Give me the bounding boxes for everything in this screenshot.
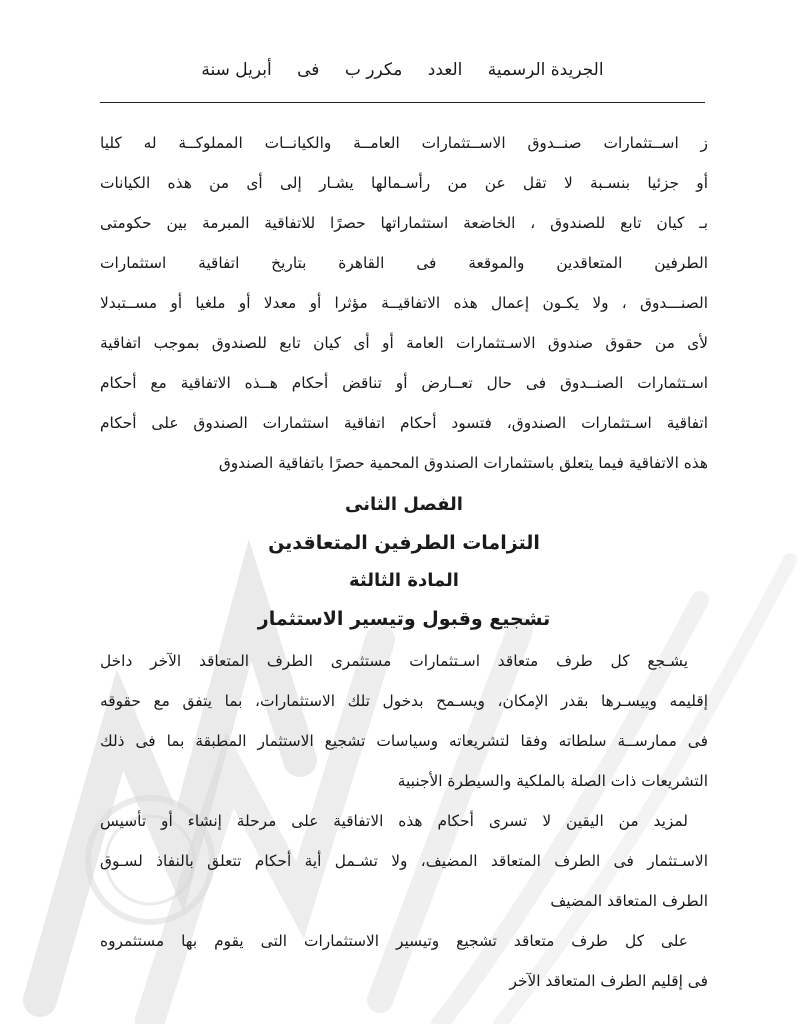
text-line: اسـتثمارات الصنــدوق فى حال تعــارض أو تناقض أحكام هــذه الاتفاقية مع أحكام [100, 374, 708, 392]
on-label: فى [297, 60, 320, 80]
gazette-name: الجريدة الرسمية [487, 60, 604, 80]
text-line: إقليمه وييسـرها بقدر الإمكان، ويسـمح بدخول تلك الاستثمارات، بما يتفق مع حقوقه [100, 692, 708, 710]
text-line: على كل طرف متعاقد تشجيع وتيسير الاستثمارات التى يقوم بها مستثمروه [100, 932, 688, 950]
text-line: لمزيد من اليقين لا تسرى أحكام هذه الاتفاقية على مرحلة إنشاء أو تأسيس [100, 812, 688, 830]
text-line: أو جزئيا بنسـبة لا تقل عن من رأسـمالها يشـار إلى أى من هذه الكيانات [100, 174, 708, 192]
text-line: فى إقليم الطرف المتعاقد الآخر [509, 972, 708, 990]
text-line: بـ كيان تابع للصندوق ، الخاضعة استثماراتها حصرًا للاتفاقية المبرمة بين حكومتى [100, 214, 708, 232]
clause-facilitate [100, 925, 708, 1005]
text-line: الطرفين المتعاقدين والموقعة فى القاهرة بتاريخ اتفاقية استثمارات [100, 254, 708, 272]
clause-certainty [100, 805, 708, 925]
article-title: تشجيع وقبول وتيسير الاستثمار [257, 608, 551, 630]
issue-label: العدد [427, 60, 463, 80]
document-body [100, 127, 708, 1005]
text-line: الطرف المتعاقد المضيف [550, 892, 708, 910]
text-line: ز اســتثمارات صنــدوق الاســتثمارات العامــة والكيانــات المملوكــة له كليا [100, 134, 708, 152]
date-label: أبريل سنة [201, 60, 272, 80]
text-line: لأى من حقوق صندوق الاسـتثمارات العامة أو أى كيان تابع للصندوق بموجب اتفاقية [100, 334, 708, 352]
clause-encourage [100, 645, 708, 805]
repeat-label: مكرر ب [344, 60, 403, 80]
text-line: التشريعات ذات الصلة بالملكية والسيطرة الأجنبية [397, 772, 708, 790]
header-divider [100, 102, 705, 103]
text-line: فى ممارســة سلطاته وفقا لتشريعاته وسياسات تشجيع الاستثمار المطبقة بما فى ذلك [100, 732, 708, 750]
text-line: الاسـتثمار فى الطرف المتعاقد المضيف، ولا تشـمل أية أحكام تتعلق بالنفاذ لسـوق [100, 852, 708, 870]
text-line: هذه الاتفاقية فيما يتعلق باستثمارات الصندوق المحمية حصرًا باتفاقية الصندوق [218, 454, 708, 472]
text-line: الصنـــدوق ، ولا يكـون إعمال هذه الاتفاقيــة مؤثرا أو معدلا أو ملغيا أو مســتبدلا [100, 294, 708, 312]
text-line: اتفاقية اسـتثمارات الصندوق، فتسود أحكام اتفاقية استثمارات الصندوق على أحكام [100, 414, 708, 432]
chapter-title: التزامات الطرفين المتعاقدين [268, 532, 540, 554]
page-header [100, 60, 705, 80]
article-heading: المادة الثالثة [349, 570, 459, 591]
chapter-heading: الفصل الثانى [345, 494, 463, 515]
text-line: يشـجع كل طرف متعاقد اسـتثمارات مستثمرى الطرف المتعاقد الآخر داخل [100, 652, 688, 670]
paragraph-z [100, 127, 708, 487]
